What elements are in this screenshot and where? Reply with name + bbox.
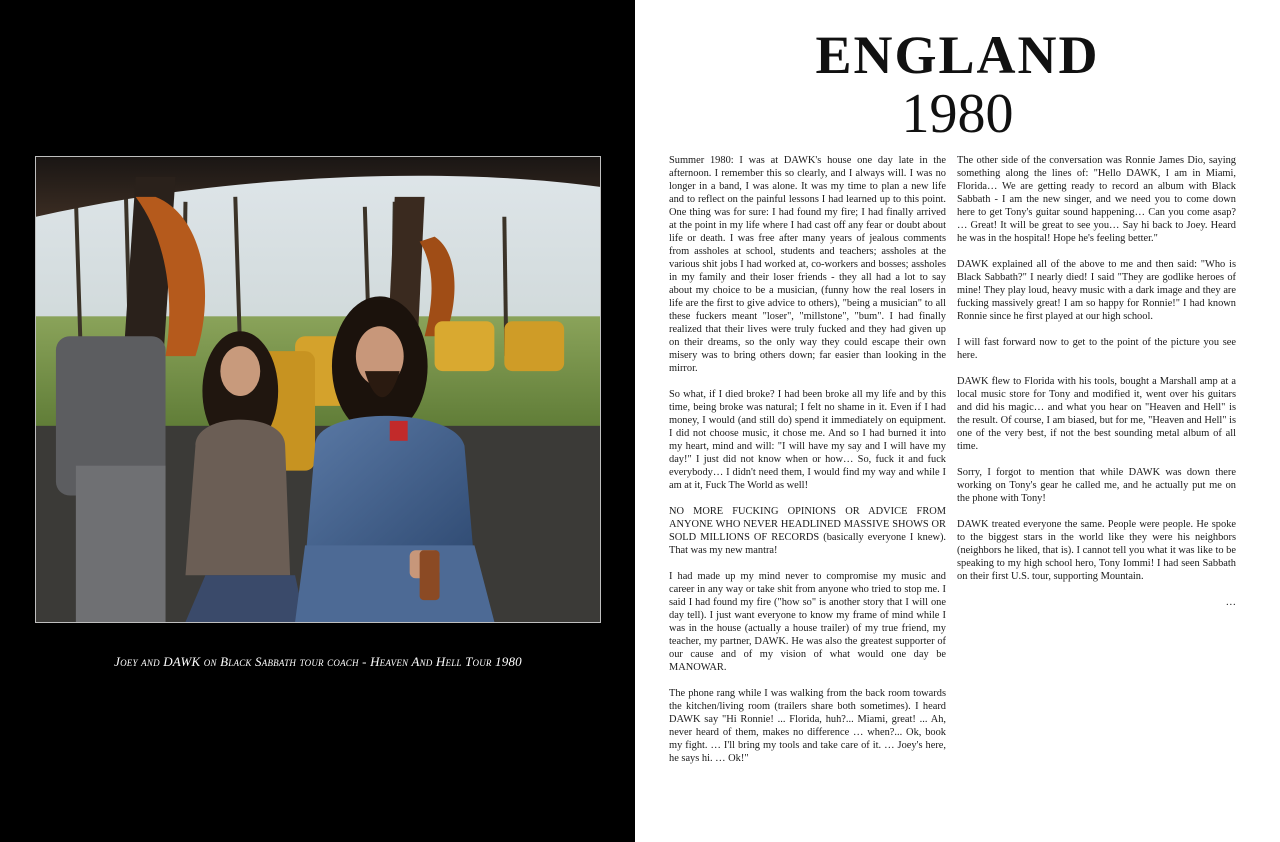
paragraph: I will fast forward now to get to the point of the picture you see here. <box>957 337 1236 361</box>
continuation-ellipsis: … <box>1225 597 1236 608</box>
paragraph: Summer 1980: I was at DAWK's house one day late in the afternoon. I remember this so clearly, and I always will. I was no longer in a band, I was alone. It was my time to plan a new life and to reflect on the painful lessons I had learned up to this point. One thing was for sure: I had found my fire; I had finally arrived at the point in my life where I had cast off any fear or doubt about life or death. I was free after many years of jealous comments from assholes at school, students and teachers; assholes at the various shit jobs I had worked at, co-workers and bosses; assholes in my family and their loser friends - they all had a lot to say about my choice to be a musician, (funny how the real losers in life are the first to give advice to others), "being a musician" to all these fuckers meant "loser", "millstone", "bum". I had finally realized that their lives were truly fucked and they had given up on their dreams, so the only way they could escape their own misery was to bring others down; far easier than looking in the mirror. <box>669 155 946 374</box>
paragraph: DAWK treated everyone the same. People were people. He spoke to the biggest stars in the world like they were his neighbors (neighbors he liked, that is). I cannot tell you what it was like to be speaking to my high school hero, Tony Iommi! I had seen Sabbath on their first U.S. tour, supporting Mountain. <box>957 519 1236 582</box>
article-year: 1980 <box>901 83 1014 145</box>
paragraph: I had made up my mind never to compromise my music and career in any way or take shit from anyone who tried to stop me. I said I had found my fire ("how so" is another story that I will one day tell). I just want everyone to know my frame of mind while I was in the house (actually a house trailer) of my true friend, my teacher, my partner, DAWK. He was also the greatest supporter of our cause and of my vision of what would one day be MANOWAR. <box>669 571 946 673</box>
paragraph: So what, if I died broke? I had been broke all my life and by this time, being broke was natural; I felt no shame in it. Even if I had money, I would (and still do) spend it immediately on equipment. I did not choose music, it chose me. And so I had burned it into my heart, mind and will: "I will have my say and I will have my day!" I just did not know when or how… So, fuck it and fuck everybody… I didn't need them, I would find my way and while I am at it, Fuck The World as well! <box>669 389 946 491</box>
right-page <box>635 0 1280 842</box>
copyright-footer: EXTRACT FROM "THE BLOOD OF THE KINGS VOL. I" (C) 2019 MAGIC CIRCLE ENTERTAINMENT <box>10 821 631 836</box>
paragraph: DAWK flew to Florida with his tools, bought a Marshall amp at a local music store for Tony and modified it, went over his guitars and did his magic… and what you hear on "Heaven and Hell" is the result. Of course, I am biased, but for me, "Heaven and Hell" is one of the very best, if not the best sounding metal album of all time. <box>957 376 1236 452</box>
text-column-left <box>669 154 946 778</box>
paragraph: DAWK explained all of the above to me and then said: "Who is Black Sabbath?" I nearly died! I said "They are godlike heroes of mine! They play loud, heavy music with a dark image and they are fucking massively great! I am so happy for Ronnie!" I had known Ronnie since he first played at our high school. <box>957 259 1236 322</box>
paragraph: NO MORE FUCKING OPINIONS OR ADVICE FROM ANYONE WHO NEVER HEADLINED MASSIVE SHOWS OR SOLD MILLIONS OF RECORDS (basically everyone I knew). That was my new mantra! <box>669 506 946 556</box>
tour-coach-photo <box>35 156 601 623</box>
article-title: ENGLAND <box>815 25 1100 85</box>
photo-caption: Joey and DAWK on Black Sabbath tour coach - Heaven And Hell Tour 1980 <box>114 654 522 669</box>
band-members-in-tour-coach-photo <box>36 157 600 622</box>
paragraph: The phone rang while I was walking from the back room towards the kitchen/living room (trailers share both sometimes). I heard DAWK say "Hi Ronnie! ... Florida, huh?... Miami, great! ... Ah, never heard of them, makes no difference … when?... Ok, book my fight. … I'll bring my tools and take care of it. … Joey's here, he says hi. … Ok!" <box>669 688 946 764</box>
paragraph: Sorry, I forgot to mention that while DAWK was down there working on Tony's gear he called me, and he actually put me on the phone with Tony! <box>957 467 1236 504</box>
text-column-right <box>957 154 1236 622</box>
paragraph: The other side of the conversation was Ronnie James Dio, saying something along the lines of: "Hello DAWK, I am in Miami, Florida… We are getting ready to record an album with Black Sabbath - I am the new singer, and we need you to come down here to get Tony's guitar sound happening… Can you come asap? … Great! It will be great to see you… Say hi back to Joey. Heard he was in the hospital! Hope he's feeling better." <box>957 155 1236 244</box>
left-page <box>0 0 635 842</box>
